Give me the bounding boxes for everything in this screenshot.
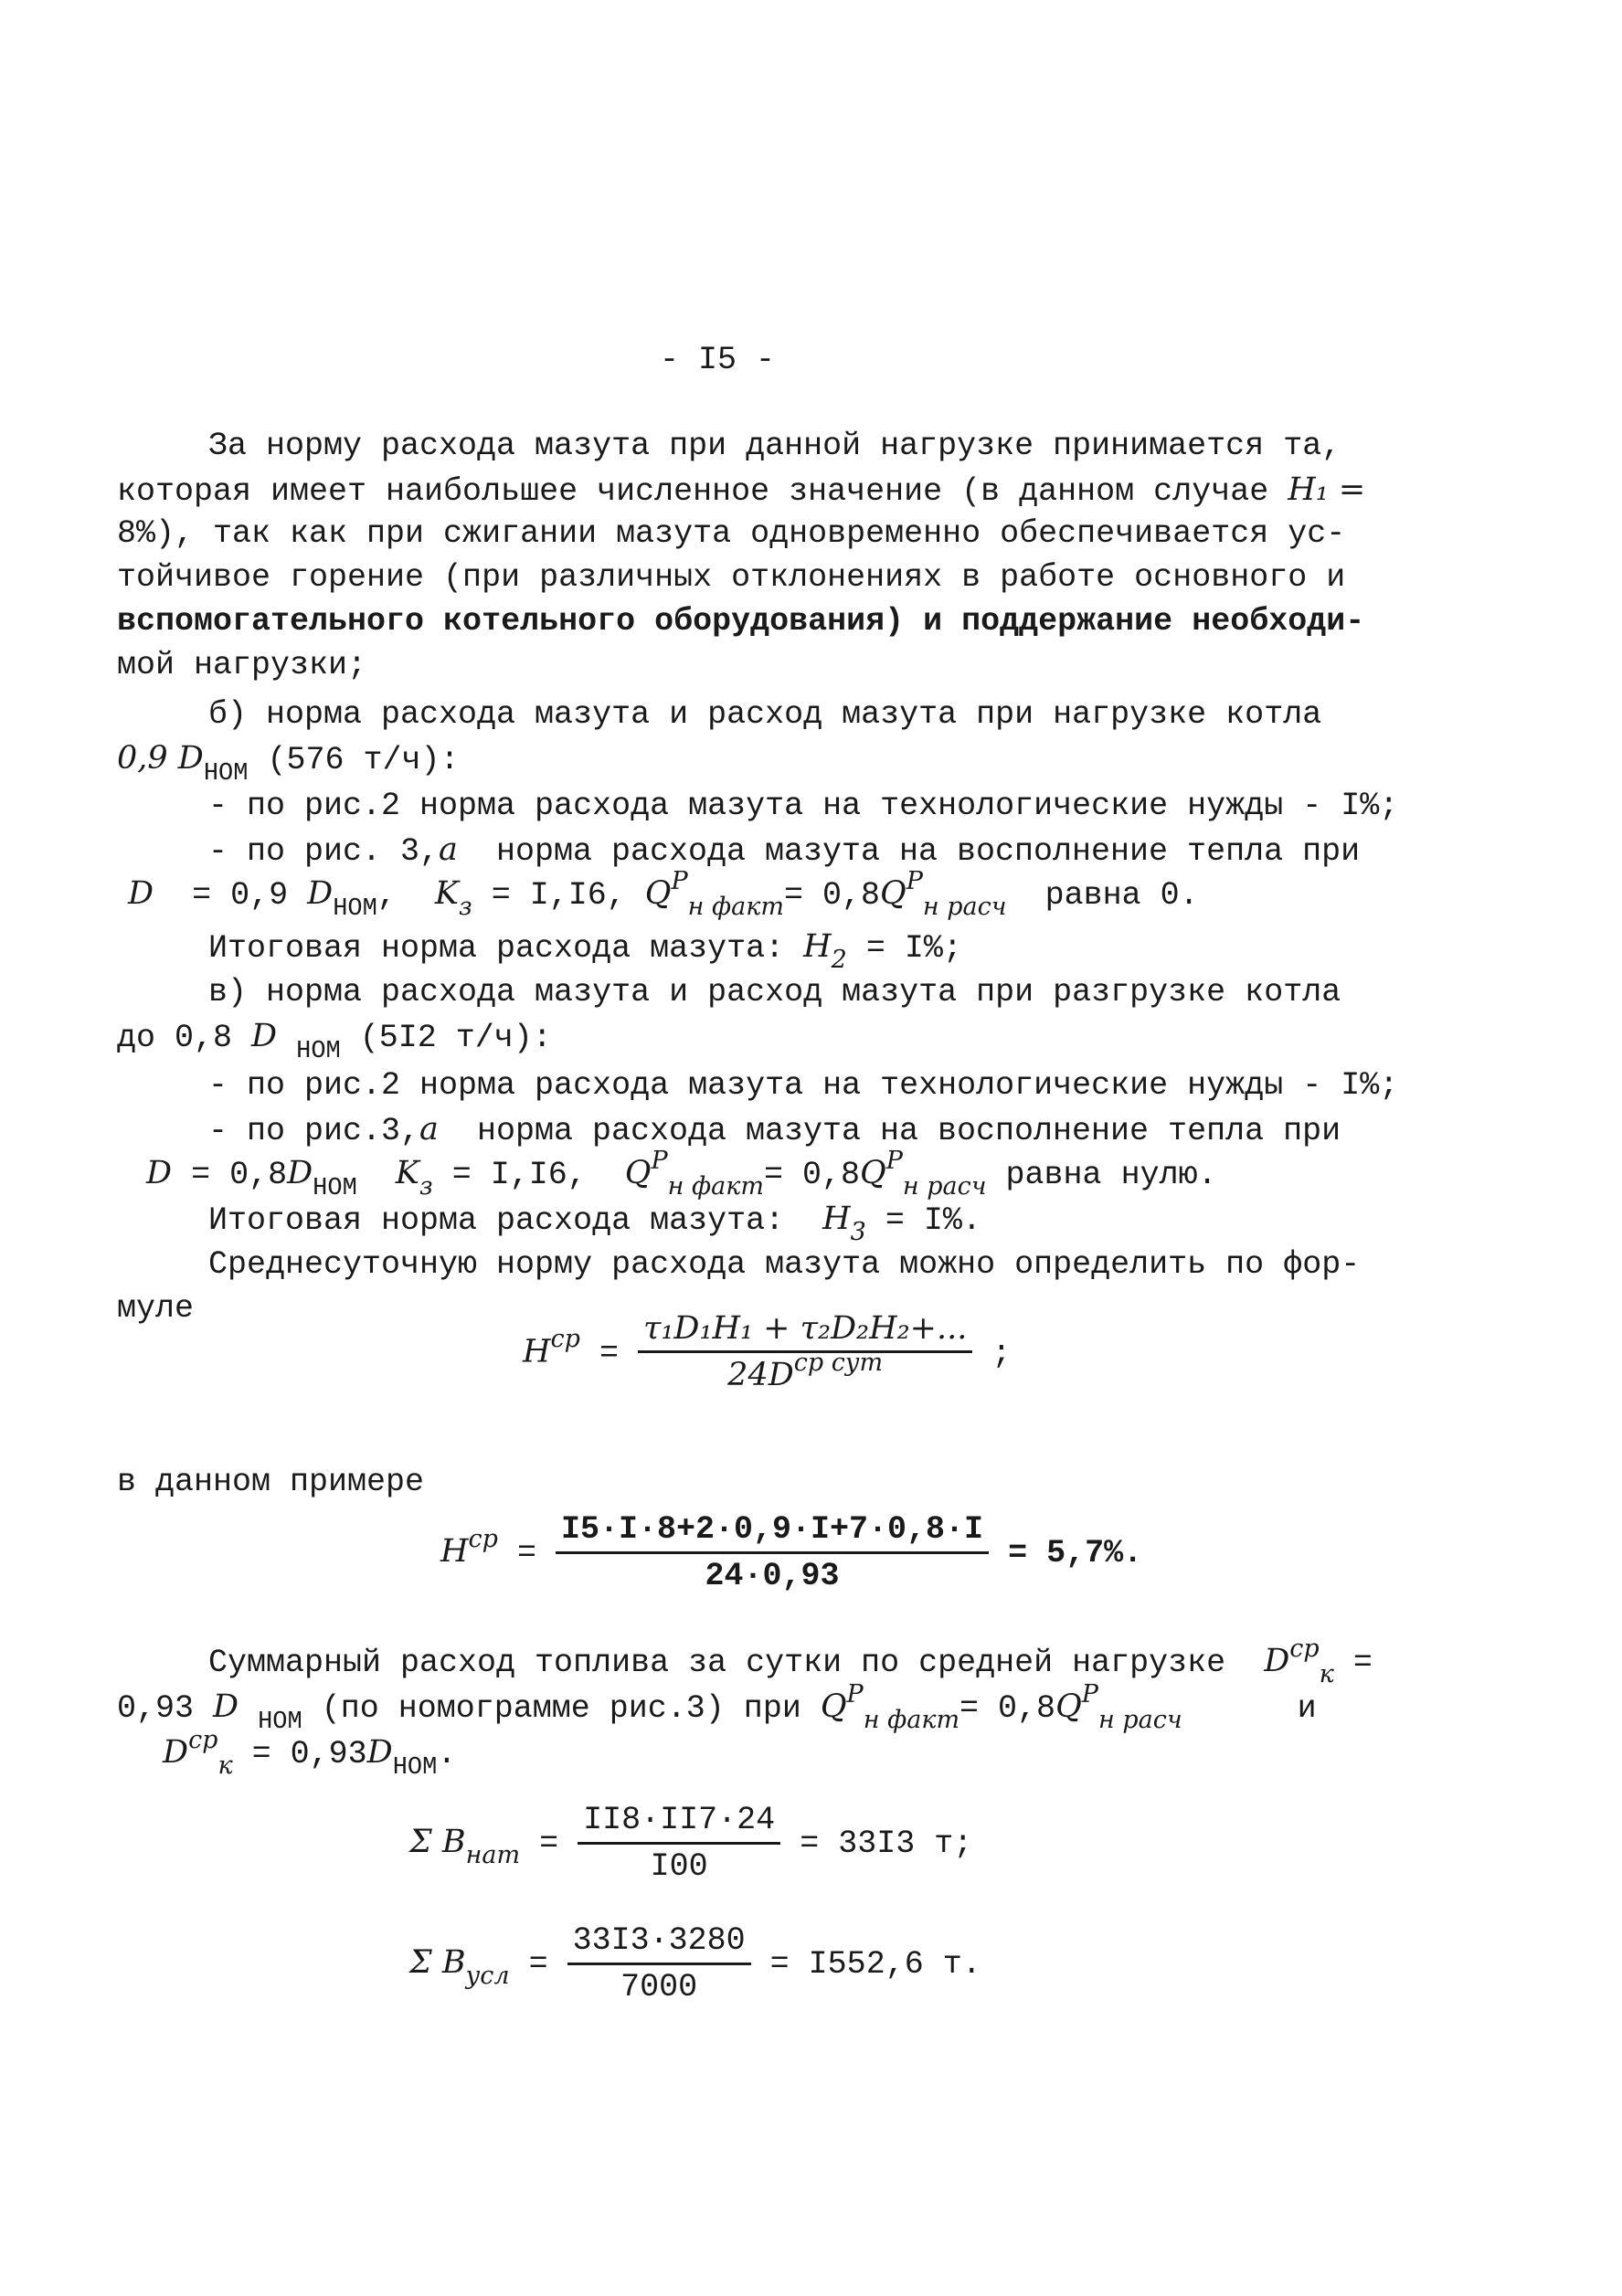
text-line: - по рис. 3,a норма расхода мазута на восполнение тепла при (208, 831, 1361, 870)
text-line: 0,93 D $_{НОМ}$ (по номограмме рис.3) при $Q^P_{н факт}= 0,8Q^P_{н расч}$ и (117, 1680, 1317, 1736)
text-line: в) норма расхода мазута и расход мазута при разгрузке котла (208, 974, 1341, 1010)
text-line: 0,9 $D_{НОМ}$ (576 т/ч): (117, 740, 460, 788)
text-line: в данном примере (117, 1464, 425, 1500)
text-line: $D = 0,8D_{НОМ}$ $K_з = I,I6$, $Q^P_{н факт}= 0,8Q^P_{н расч}$ равна нулю. (146, 1147, 1217, 1202)
text-line: Итоговая норма расхода мазута: $H_3 = I\%$. (208, 1201, 981, 1246)
conditional-fuel-formula: Σ $B_{усл}$ = $\frac{33I3\cdot 3280}{7000}$ = I552,6 т. (409, 1919, 981, 2009)
text-line: - по рис.2 норма расхода мазута на технологические нужды - I%; (208, 1067, 1399, 1104)
text-line: тойчивое горение (при различных отклонениях в работе основного и (117, 559, 1346, 596)
text-line: мой нагрузки; (117, 647, 367, 683)
text-line: D = 0,9 $D_{НОМ}$, $K_з = I,I6$, $Q^P_{н факт}= 0,8Q^P_{н расч}$ равна 0. (128, 867, 1199, 923)
text-line: муле (117, 1290, 195, 1327)
text-line: 8%), так как при сжигании мазута одновременно обеспечивается ус- (117, 515, 1346, 552)
text-line: б) норма расхода мазута и расход мазута при нагрузке котла (208, 696, 1322, 733)
general-formula: $H^{cp}$ = $\frac{\text{τ₁D₁H₁ + τ₂D₂H₂+...}}{24D^{cp сут}}$ ; (523, 1307, 1011, 1400)
text-line: вспомогательного котельного оборудования) и поддержание необходи- (117, 603, 1365, 640)
text-line: За норму расхода мазута при данной нагрузке принимается та, (208, 428, 1341, 464)
text-line: которая имеет наибольшее численное значение (в данном случае H₁ = (117, 471, 1366, 510)
text-line: - по рис.3,a норма расхода мазута на восполнение тепла при (208, 1111, 1341, 1149)
natural-fuel-formula: Σ $B_{нат}$ = $\frac{II8\cdot II7\cdot 24}{I00}$ = 33I3 т; (409, 1798, 972, 1889)
text-line: $D^{cp}_к = 0,93D_{НОМ}$. (163, 1726, 457, 1782)
text-line: до 0,8 D $_{НОМ}$ (5I2 т/ч): (117, 1018, 552, 1065)
page-number: - I5 - (660, 342, 776, 378)
example-formula: $H^{cp}$ = $\frac{I5\cdot I\cdot 8+2\cdot 0,9\cdot I+7\cdot 0,8\cdot I}{24\cdot 0,93}$ = 5,7%. (440, 1508, 1142, 1598)
text-line: Итоговая норма расхода мазута: $H_2 = I\%$; (208, 928, 962, 974)
text-line: Суммарный расход топлива за сутки по средней нагрузке $D^{cp}_к$ = (208, 1635, 1373, 1688)
text-line: - по рис.2 норма расхода мазута на технологические нужды - I%; (208, 788, 1399, 824)
text-line: Среднесуточную норму расхода мазута можно определить по фор- (208, 1246, 1361, 1283)
